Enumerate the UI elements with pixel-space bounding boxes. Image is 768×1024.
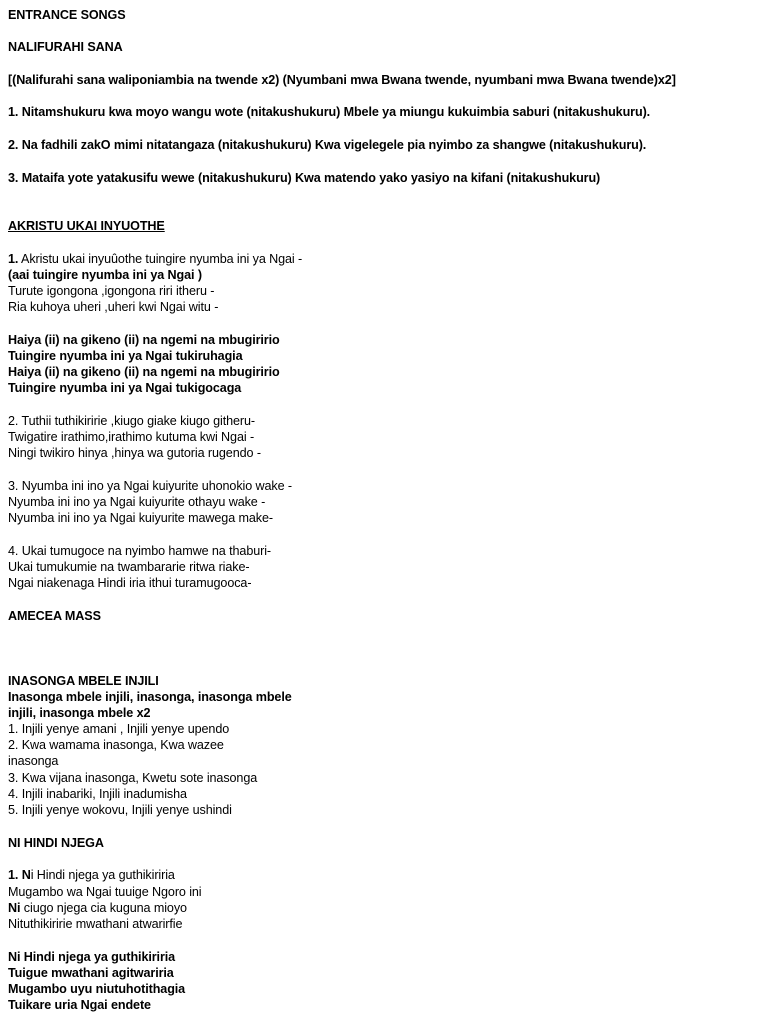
verse-text: Akristu ukai inyuûothe tuingire nyumba ini ya Ngai - — [18, 252, 303, 266]
inasonga-chorus-line-2: injili, inasonga mbele x2 — [8, 706, 151, 720]
inasonga-verse-line-6: 5. Injili yenye wokovu, Injili yenye ushindi — [8, 803, 232, 817]
nihindi-verse-1-line-3 — [8, 900, 187, 916]
verse-number: 1. N — [8, 868, 31, 882]
nihindi-chorus-line-3: Mugambo uyu niutuhotithagia — [8, 982, 186, 996]
akristu-chorus-line-1: Haiya (ii) na gikeno (ii) na ngemi na mbugiririo — [8, 333, 280, 347]
akristu-verse-4-line-3: Ngai niakenaga Hindi iria ithui turamugooca- — [8, 576, 252, 590]
inasonga-verse-line-1: 1. Injili yenye amani , Injili yenye upendo — [8, 722, 230, 736]
akristu-verse-1-line-2: (aai tuingire nyumba ini ya Ngai ) — [8, 268, 202, 282]
nalifurahi-verse-3: 3. Mataifa yote yatakusifu wewe (nitakushukuru) Kwa matendo yako yasiyo na kifani (nitakushukuru) — [8, 171, 601, 185]
inasonga-chorus-line-1: Inasonga mbele injili, inasonga, inasonga mbele — [8, 690, 292, 704]
akristu-verse-1-line-3: Turute igongona ,igongona riri itheru - — [8, 284, 215, 298]
nihindi-verse-1-line-2: Mugambo wa Ngai tuuige Ngoro ini — [8, 885, 202, 899]
section-heading-amecea-mass: AMECEA MASS — [8, 609, 101, 623]
akristu-verse-4-line-1: 4. Ukai tumugoce na nyimbo hamwe na thaburi- — [8, 544, 272, 558]
nihindi-verse-1-line-4: Nituthikiririe mwathani atwarirfie — [8, 917, 183, 931]
akristu-verse-2-line-3: Ningi twikiro hinya ,hinya wa gutoria rugendo - — [8, 446, 261, 460]
akristu-verse-2-line-1: 2. Tuthii tuthikiririe ,kiugo giake kiugo githeru- — [8, 414, 256, 428]
akristu-verse-3-line-2: Nyumba ini ino ya Ngai kuiyurite othayu wake - — [8, 495, 266, 509]
section-heading-entrance-songs: ENTRANCE SONGS — [8, 8, 126, 22]
nalifurahi-chorus: [(Nalifurahi sana waliponiambia na twende x2) (Nyumbani mwa Bwana twende, nyumbani mwa Bwana twende)x2] — [8, 73, 676, 87]
akristu-verse-1-line-4: Ria kuhoya uheri ,uheri kwi Ngai witu - — [8, 300, 219, 314]
song-title-ni-hindi-njega: NI HINDI NJEGA — [8, 836, 104, 850]
song-title-akristu-ukai: AKRISTU UKAI INYUOTHE — [8, 219, 165, 233]
nihindi-chorus-line-2: Tuigue mwathani agitwariria — [8, 966, 174, 980]
nalifurahi-verse-2: 2. Na fadhili zakO mimi nitatangaza (nitakushukuru) Kwa vigelegele pia nyimbo za shangwe (nitakushukuru). — [8, 138, 647, 152]
inasonga-verse-line-5: 4. Injili inabariki, Injili inadumisha — [8, 787, 187, 801]
verse-emphasis: Ni — [8, 901, 21, 915]
nihindi-verse-1-line-1 — [8, 867, 175, 883]
verse-text: i Hindi njega ya guthikiriria — [30, 868, 175, 882]
verse-number: 1. — [8, 252, 19, 266]
nalifurahi-verse-1: 1. Nitamshukuru kwa moyo wangu wote (nitakushukuru) Mbele ya miungu kukuimbia saburi (nitakushukuru). — [8, 105, 651, 119]
inasonga-verse-line-4: 3. Kwa vijana inasonga, Kwetu sote inasonga — [8, 771, 258, 785]
akristu-verse-1-line-1 — [8, 251, 302, 267]
nihindi-chorus-line-1: Ni Hindi njega ya guthikiriria — [8, 950, 176, 964]
akristu-chorus-line-4: Tuingire nyumba ini ya Ngai tukigocaga — [8, 381, 242, 395]
akristu-verse-4-line-2: Ukai tumukumie na twambararie ritwa riake- — [8, 560, 250, 574]
song-title-nalifurahi-sana: NALIFURAHI SANA — [8, 40, 123, 54]
akristu-verse-2-line-2: Twigatire irathimo,irathimo kutuma kwi Ngai - — [8, 430, 255, 444]
inasonga-verse-line-3: inasonga — [8, 754, 59, 768]
song-title-inasonga: INASONGA MBELE INJILI — [8, 674, 159, 688]
verse-text: ciugo njega cia kuguna mioyo — [20, 901, 187, 915]
akristu-verse-3-line-3: Nyumba ini ino ya Ngai kuiyurite mawega make- — [8, 511, 273, 525]
nihindi-chorus-line-4: Tuikare uria Ngai endete — [8, 998, 151, 1012]
akristu-chorus-line-3: Haiya (ii) na gikeno (ii) na ngemi na mbugiririo — [8, 365, 280, 379]
inasonga-verse-line-2: 2. Kwa wamama inasonga, Kwa wazee — [8, 738, 224, 752]
akristu-verse-3-line-1: 3. Nyumba ini ino ya Ngai kuiyurite uhonokio wake - — [8, 479, 293, 493]
akristu-chorus-line-2: Tuingire nyumba ini ya Ngai tukiruhagia — [8, 349, 243, 363]
